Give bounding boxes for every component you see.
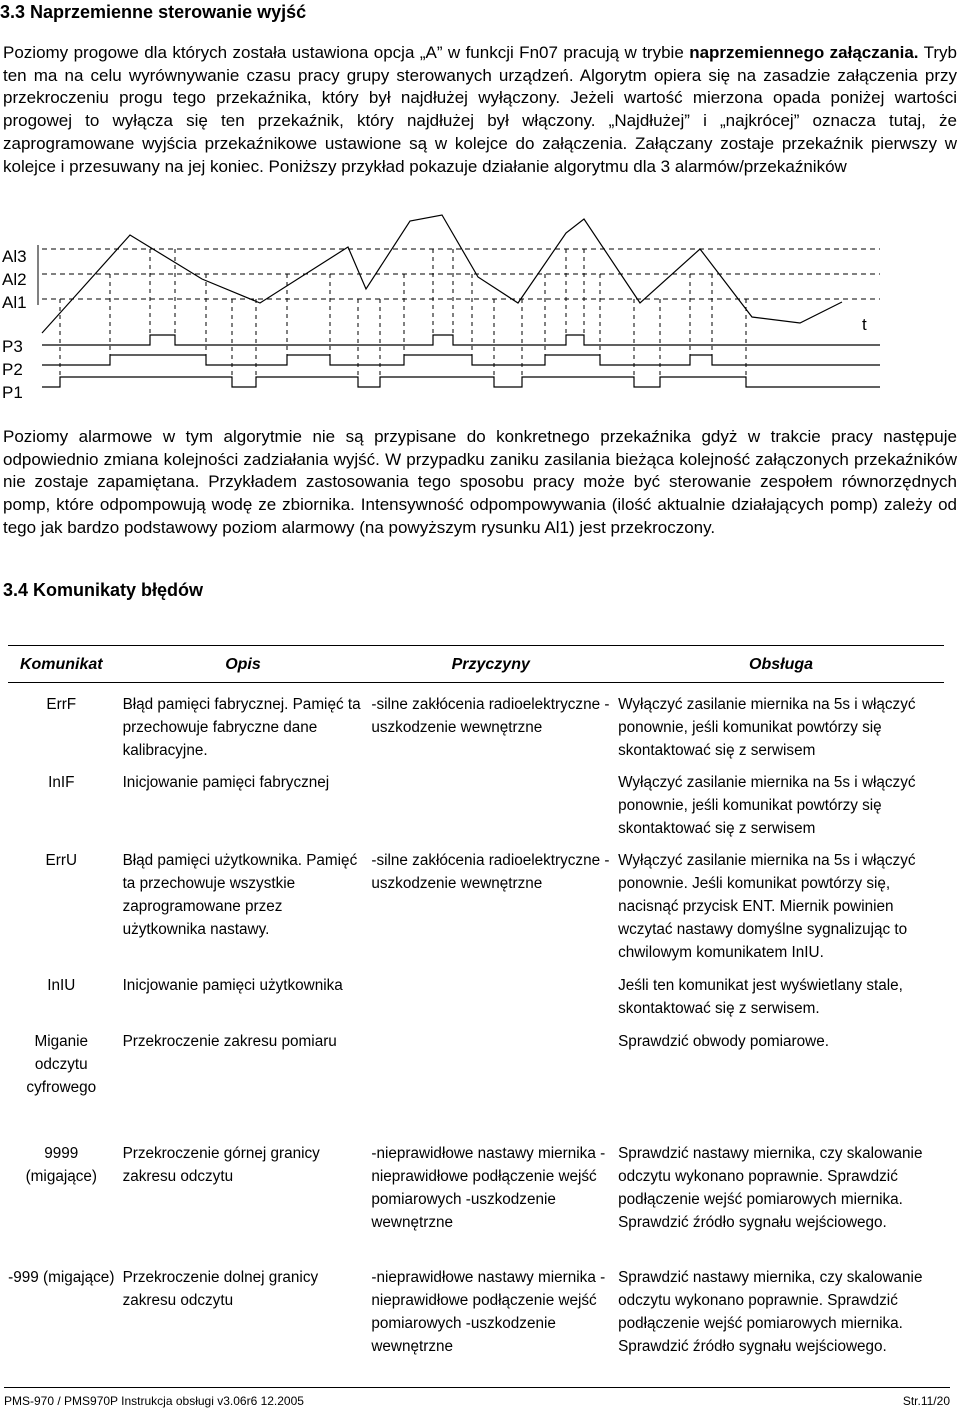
table-row (8, 771, 944, 849)
footer-divider (4, 1387, 950, 1388)
cell-desc: Błąd pamięci fabrycznej. Pamięć ta przechowuje fabryczne dane kalibracyjne. (122, 696, 361, 759)
cell-action: Jeśli ten komunikat jest wyświetlany stale, skontaktować się z serwisem. (618, 977, 903, 1017)
cell-cause: -nieprawidłowe nastawy miernika -nieprawidłowe podłączenie wejść pomiarowych -uszkodzenie wewnętrzne (371, 1145, 606, 1231)
header-opis: Opis (115, 646, 364, 683)
cell-action: Wyłączyć zasilanie miernika na 5s i włączyć ponownie. Jeśli komunikat powtórzy się, nacisnąć przycisk ENT. Miernik powinien wczytać nastawy domyślne sygnalizując to chwilowym komunikatem InIU. (618, 852, 916, 961)
cell-code: InIF (48, 774, 75, 791)
cell-code: InIU (47, 977, 76, 994)
paragraph-text-a: Poziomy progowe dla których została ustawiona opcja „A” w funkcji Fn07 pracują w trybie (3, 43, 690, 62)
diagram-svg (0, 205, 960, 410)
header-komunikat: Komunikat (8, 646, 115, 683)
cell-desc: Błąd pamięci użytkownika. Pamięć ta przechowuje wszystkie zaprogramowane przez użytkownika nastawy. (122, 852, 358, 938)
cell-desc: Przekroczenie zakresu pomiaru (122, 1033, 337, 1050)
table-row (8, 1030, 944, 1142)
cell-code: 9999 (migające) (25, 1145, 97, 1185)
cell-action: Wyłączyć zasilanie miernika na 5s i włączyć ponownie, jeśli komunikat powtórzy się skontaktować się z serwisem (618, 696, 916, 759)
cell-action: Wyłączyć zasilanie miernika na 5s i włączyć ponownie, jeśli komunikat powtórzy się skontaktować się z serwisem (618, 774, 916, 837)
cell-code: -999 (migające) (8, 1269, 115, 1286)
paragraph-bold: naprzemiennego załączania. (689, 43, 919, 62)
paragraph-alarm-levels: Poziomy alarmowe w tym algorytmie nie są przypisane do konkretnego przekaźnika gdyż w trakcie pracy następuje odpowiednio zmiana kolejności zadziałania wyjść. W przypadku zaniku zasilania bieżąca kolejność załączonych przekaźników nie zostaje zapamiętana. Przykładem zastosowania tego sposobu pracy może być sterowanie zespołem równorzędnych pomp, które odpompowują wodę ze zbiornika. Intensywność odpompowywania (ilość aktualnie działających pomp) zależy od tego jak bardzo podstawowy poziom alarmowy (na powyższym rysunku Al1) jest przekroczony. (3, 427, 957, 537)
label-p1: P1 (2, 383, 23, 402)
cell-desc: Przekroczenie dolnej granicy zakresu odczytu (122, 1269, 319, 1309)
error-table (8, 645, 944, 1390)
cell-code: Miganie odczytu cyfrowego (26, 1033, 97, 1096)
cell-action: Sprawdzić nastawy miernika, czy skalowanie odczytu wykonano poprawnie. Sprawdzić podłączenie wejść pomiarowych miernika. Sprawdzić źródło sygnału wejściowego. (618, 1145, 923, 1231)
label-p2: P2 (2, 360, 23, 379)
label-al3: Al3 (2, 247, 27, 266)
label-al2: Al2 (2, 270, 27, 289)
table-row (8, 1142, 944, 1266)
table-row (8, 1266, 944, 1390)
paragraph-text-b: Tryb ten ma na celu wyrównywanie czasu pracy grupy sterowanych urządzeń. Algorytm opiera się na zasadzie załączenia przy przekroczeniu progu tego przekaźnika, który był najdłużej wyłączony. Jeżeli wartość mierzona opada poniżej wartości progowej to wyłącza się ten przekaźnik, który najdłużej był włączony. „Najdłużej” i „najkrócej” oznacza tutaj, że zaprogramowane wyjścia przekaźnikowe ustawione są w kolejce do załączenia. Załączany zostaje przekaźnik pierwszy w kolejce i przesuwany na jej koniec. Poniższy przykład pokazuje działanie algorytmu dla 3 alarmów/przekaźników (3, 43, 957, 176)
cell-cause (363, 974, 610, 1030)
cell-cause (363, 771, 610, 849)
footer-right: Str.11/20 (902, 1394, 950, 1408)
table-header-row (8, 646, 944, 683)
cell-cause: -nieprawidłowe nastawy miernika -nieprawidłowe podłączenie wejść pomiarowych -uszkodzenie wewnętrzne (371, 1269, 606, 1355)
label-p3: P3 (2, 337, 23, 356)
table-row (8, 849, 944, 974)
cell-cause: -silne zakłócenia radioelektryczne -uszkodzenie wewnętrzne (371, 852, 610, 892)
cell-code: ErrU (45, 852, 77, 869)
table-row (8, 693, 944, 771)
p3-waveform (42, 335, 880, 345)
cell-code: ErrF (46, 696, 77, 713)
cell-action: Sprawdzić nastawy miernika, czy skalowanie odczytu wykonano poprawnie. Sprawdzić podłączenie wejść pomiarowych miernika. Sprawdzić źródło sygnału wejściowego. (618, 1269, 923, 1355)
cell-cause: -silne zakłócenia radioelektryczne -uszkodzenie wewnętrzne (371, 696, 610, 736)
label-time: t (862, 315, 867, 334)
cell-cause (363, 1030, 610, 1142)
label-al1: Al1 (2, 293, 27, 312)
cell-action: Sprawdzić obwody pomiarowe. (618, 1033, 829, 1050)
header-przyczyny: Przyczyny (363, 646, 610, 683)
paragraph-alternating-control (3, 42, 957, 178)
section-title-3-4: 3.4 Komunikaty błędów (3, 580, 204, 600)
section-title-3-3: 3.3 Naprzemienne sterowanie wyjść (0, 2, 307, 22)
p2-waveform (42, 355, 880, 365)
p1-waveform (42, 377, 880, 387)
table-row (8, 974, 944, 1030)
header-obsluga: Obsługa (610, 646, 944, 683)
cell-desc: Inicjowanie pamięci użytkownika (122, 977, 343, 994)
cell-desc: Inicjowanie pamięci fabrycznej (122, 774, 330, 791)
cell-desc: Przekroczenie górnej granicy zakresu odczytu (122, 1145, 320, 1185)
alternating-diagram (0, 205, 960, 410)
footer-left: PMS-970 / PMS970P Instrukcja obsługi v3.06r6 12.2005 (4, 1394, 304, 1408)
